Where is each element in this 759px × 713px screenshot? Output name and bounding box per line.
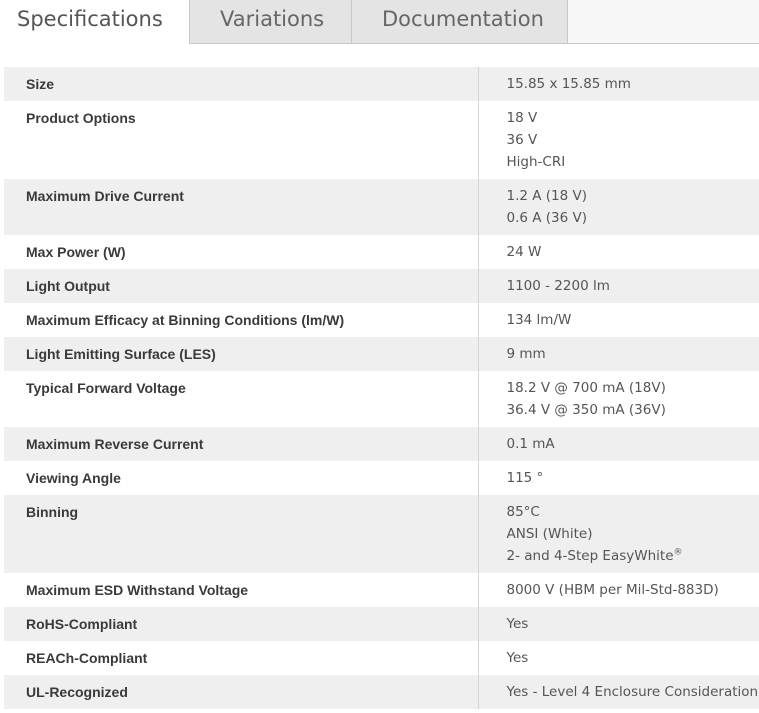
- spec-row: [4, 67, 759, 101]
- spec-value-line: [507, 185, 759, 207]
- spec-row: [4, 303, 759, 337]
- spec-row: [4, 337, 759, 371]
- spec-value: [478, 461, 759, 495]
- spec-row: [4, 371, 759, 427]
- spec-value-line: [507, 343, 759, 365]
- spec-value-text: 1100 - 2200 lm: [506, 278, 610, 294]
- spec-value-text: High-CRI: [506, 154, 566, 170]
- spec-value-text: Yes: [506, 650, 529, 666]
- spec-value-line: [507, 433, 759, 455]
- spec-value-text: 36 V: [506, 132, 538, 148]
- spec-value-text: 0.6 A (36 V): [506, 210, 588, 226]
- spec-row: [4, 101, 759, 179]
- spec-value-line: [507, 579, 759, 601]
- spec-value-text: 134 lm/W: [506, 312, 572, 328]
- spec-label: Size: [4, 67, 478, 101]
- spec-value-text: Yes - Level 4 Enclosure Consideration: [506, 684, 759, 700]
- spec-value-line: [507, 545, 759, 567]
- spec-label: Max Power (W): [4, 235, 478, 269]
- spec-value-line: [507, 647, 759, 669]
- spec-value-line: [507, 275, 759, 297]
- spec-value-line: [507, 467, 759, 489]
- spec-value-text: 85°C: [506, 504, 540, 520]
- spec-value: [478, 337, 759, 371]
- specifications-table: [4, 67, 759, 709]
- spec-value: [478, 641, 759, 675]
- spec-value-text: 24 W: [506, 244, 542, 260]
- tab-specifications-label: Specifications: [17, 7, 163, 31]
- spec-value-line: [507, 613, 759, 635]
- spec-value-line: [507, 377, 759, 399]
- spec-value-text: 15.85 x 15.85 mm: [506, 76, 631, 92]
- spec-label: Typical Forward Voltage: [4, 371, 478, 427]
- spec-value-line: [507, 399, 759, 421]
- spec-row: [4, 427, 759, 461]
- spec-row: [4, 641, 759, 675]
- tab-documentation[interactable]: [352, 0, 568, 43]
- tab-bar: [0, 0, 759, 44]
- spec-label: Maximum ESD Withstand Voltage: [4, 573, 478, 607]
- spec-value: [478, 573, 759, 607]
- spec-value-text: 36.4 V @ 350 mA (36V): [506, 402, 666, 418]
- spec-value: [478, 495, 759, 573]
- spec-row: [4, 461, 759, 495]
- spec-value-text: Yes: [506, 616, 529, 632]
- spec-label: Light Output: [4, 269, 478, 303]
- tab-documentation-label: Documentation: [382, 7, 544, 31]
- spec-value-text: 2- and 4-Step EasyWhite: [506, 548, 674, 564]
- spec-value-text: 9 mm: [506, 346, 546, 362]
- spec-value: [478, 303, 759, 337]
- spec-label: Binning: [4, 495, 478, 573]
- spec-value: [478, 67, 759, 101]
- spec-value: [478, 607, 759, 641]
- tab-bar-divider: [190, 43, 759, 44]
- spec-value-line: [507, 207, 759, 229]
- spec-row: [4, 179, 759, 235]
- spec-value: [478, 269, 759, 303]
- tab-variations[interactable]: [190, 0, 352, 43]
- spec-value-text: 1.2 A (18 V): [506, 188, 588, 204]
- spec-value-text: 8000 V (HBM per Mil-Std-883D): [506, 582, 719, 598]
- spec-row: [4, 573, 759, 607]
- spec-row: [4, 495, 759, 573]
- spec-label: RoHS-Compliant: [4, 607, 478, 641]
- spec-label: Maximum Reverse Current: [4, 427, 478, 461]
- spec-value: [478, 101, 759, 179]
- spec-label: Maximum Efficacy at Binning Conditions (lm/W): [4, 303, 478, 337]
- spec-value-line: [507, 681, 759, 703]
- spec-row: [4, 235, 759, 269]
- spec-value-text: 115 °: [506, 470, 544, 486]
- spec-value-text: 0.1 mA: [506, 436, 555, 452]
- spec-value-line: [507, 107, 759, 129]
- spec-label: Maximum Drive Current: [4, 179, 478, 235]
- registered-trademark-mark: ®: [673, 547, 683, 558]
- spec-value-text: ANSI (White): [506, 526, 593, 542]
- specifications-table-body: [4, 67, 759, 709]
- spec-value: [478, 179, 759, 235]
- spec-value-line: [507, 151, 759, 173]
- spec-value-line: [507, 501, 759, 523]
- spec-value-text: 18 V: [506, 110, 538, 126]
- spec-row: [4, 269, 759, 303]
- spec-value-line: [507, 309, 759, 331]
- tab-specifications[interactable]: [0, 0, 190, 44]
- spec-value-line: [507, 73, 759, 95]
- spec-value-text: 18.2 V @ 700 mA (18V): [506, 380, 666, 396]
- spec-value: [478, 235, 759, 269]
- spec-row: [4, 675, 759, 709]
- spec-value-line: [507, 129, 759, 151]
- spec-label: Light Emitting Surface (LES): [4, 337, 478, 371]
- tab-variations-label: Variations: [220, 7, 325, 31]
- spec-label: UL-Recognized: [4, 675, 478, 709]
- spec-value: [478, 675, 759, 709]
- spec-label: Viewing Angle: [4, 461, 478, 495]
- tab-bar-filler: [568, 0, 759, 43]
- spec-label: Product Options: [4, 101, 478, 179]
- spec-label: REACh-Compliant: [4, 641, 478, 675]
- spec-row: [4, 607, 759, 641]
- spec-value: [478, 427, 759, 461]
- spec-value-line: [507, 241, 759, 263]
- spec-value-line: [507, 523, 759, 545]
- spec-value: [478, 371, 759, 427]
